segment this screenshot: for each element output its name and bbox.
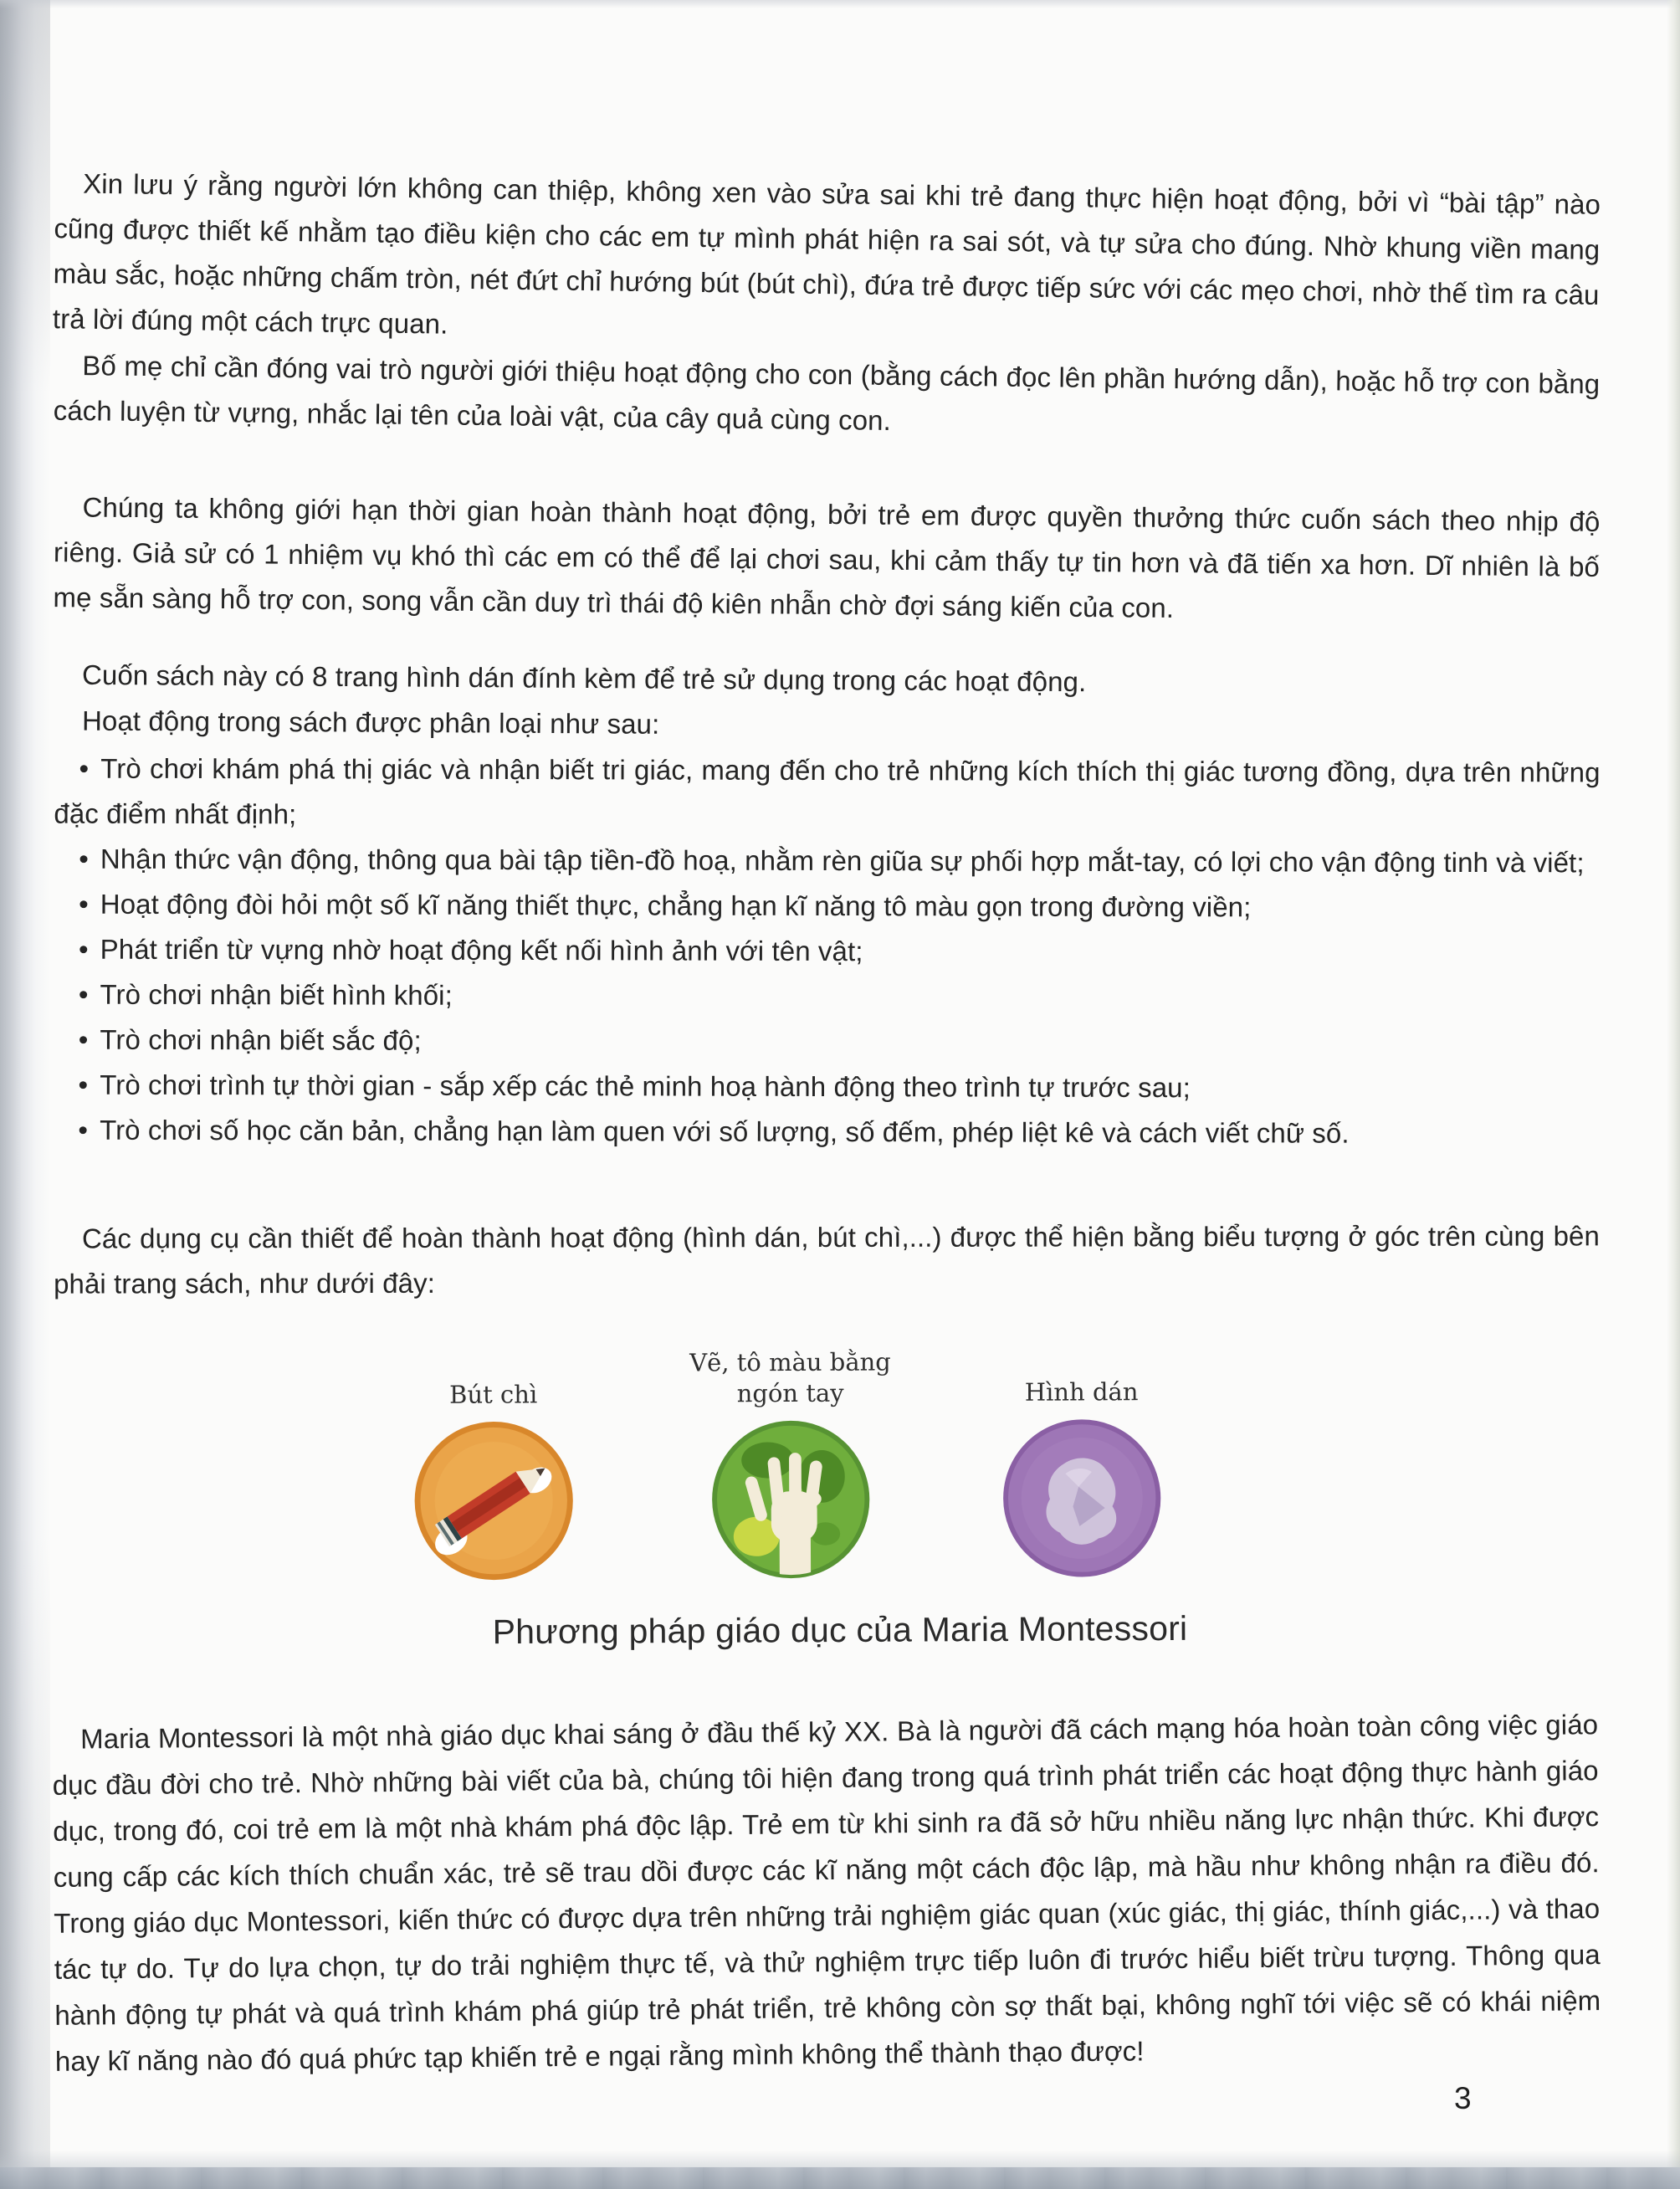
list-item-text: Nhận thức vận động, thông qua bài tập tiền-đồ hoạ, nhằm rèn giũa sự phối hợp mắt-tay, có lợi cho vận động tinh và viết; xyxy=(100,843,1585,879)
list-item-text: Hoạt động đòi hỏi một số kĩ năng thiết thực, chẳng hạn kĩ năng tô màu gọn trong đường viền; xyxy=(100,888,1252,923)
list-item-text: Phát triển từ vựng nhờ hoạt động kết nối hình ảnh với tên vật; xyxy=(100,933,863,967)
list-item xyxy=(54,972,1600,1022)
scan-edge-bottom xyxy=(0,2167,1680,2189)
list-item xyxy=(54,1018,1600,1067)
sticker-icon-group xyxy=(939,1319,1224,1581)
bullet-dot: • xyxy=(78,1023,89,1055)
scan-edge-right xyxy=(1667,0,1680,2189)
bullet-dot: • xyxy=(79,888,89,920)
list-item-text: Trò chơi khám phá thị giác và nhận biết tri giác, mang đến cho trẻ những kích thích thị giác tương đồng, dựa trên những đặc điểm nhất định; xyxy=(54,752,1601,830)
paragraph-note-no-intervention: Xin lưu ý rằng người lớn không can thiệp, không xen vào sửa sai khi trẻ đang thực hiện hoạt động, bởi vì “bài tập” nào cũng được thiết kế nhằm tạo điều kiện cho các em tự mình phát hiện ra sai sót, và tự sửa cho đúng. Nhờ khung viền mang màu sắc, hoặc những chấm tròn, nét đứt chỉ hướng bút (bút chì), đứa trẻ được tiếp sức với các mẹo chơi, nhờ thế tìm ra câu trả lời đúng một cách trực quan. xyxy=(52,167,1601,340)
activity-type-list xyxy=(53,746,1600,1157)
scan-edge-bottom-shade xyxy=(0,2151,1680,2169)
bullet-dot: • xyxy=(78,933,89,965)
paragraph-no-time-limit: Chúng ta không giới hạn thời gian hoàn thành hoạt động, bởi trẻ em được quyền thưởng thức cuốn sách theo nhịp độ riêng. Giả sử có 1 nhiệm vụ khó thì các em có thể để lại chơi sau, khi cảm thấy tự tin hơn và đã tiến xa hơn. Dĩ nhiên là bố mẹ sẵn sàng hỗ trợ con, song vẫn cần duy trì thái độ kiên nhẫn chờ đợi sáng kiến của con. xyxy=(53,491,1601,623)
list-item xyxy=(53,1108,1599,1157)
bullet-dot: • xyxy=(78,978,89,1010)
finger-paint-icon-group xyxy=(648,1320,933,1582)
sticker-icon xyxy=(1000,1416,1165,1581)
pencil-icon-label: Bút chì xyxy=(449,1380,538,1409)
bullet-dot: • xyxy=(79,843,89,874)
tool-icons-row xyxy=(351,1319,1230,1599)
list-item xyxy=(54,746,1600,841)
page-number: 3 xyxy=(1454,2081,1472,2115)
paragraph-parents-role: Bố mẹ chỉ cần đóng vai trò người giới thiệu hoạt động cho con (bằng cách đọc lên phần hướng dẫn), hoặc hỗ trợ con bằng cách luyện từ vựng, nhắc lại tên của loài vật, của cây quả cùng con. xyxy=(53,350,1601,436)
finger-paint-icon xyxy=(709,1417,873,1582)
list-item-text: Trò chơi số học căn bản, chẳng hạn làm quen với số lượng, số đếm, phép liệt kê và cách viết chữ số. xyxy=(100,1114,1350,1149)
scan-edge-top xyxy=(0,0,1680,8)
paragraph-montessori-method: Maria Montessori là một nhà giáo dục khai sáng ở đầu thế kỷ XX. Bà là người đã cách mạng hóa hoàn toàn công việc giáo dục đầu đời cho trẻ. Nhờ những bài viết của bà, chúng tôi hiện đang trong quá trình phát triển các hoạt động thực hành giáo dục, trong đó, coi trẻ em là một nhà khám phá độc lập. Trẻ em từ khi sinh ra đã sở hữu nhiều năng lực nhận thức. Khi được cung cấp các kích thích chuẩn xác, trẻ sẽ trau dồi được các kĩ năng một cách độc lập, mà hầu như không nhận ra điều đó. Trong giáo dục Montessori, kiến thức có được dựa trên những trải nghiệm giác quan (xúc giác, thị giác, thính giác,...) và thao tác tự do. Tự do lựa chọn, tự do trải nghiệm thực tế, và thử nghiệm trực tiếp luôn đi trước hiểu biết trừu tượng. Thông qua hành động tự phát và quá trình khám phá giúp trẻ phát triển, trẻ không còn sợ thất bại, không nghĩ tới việc sẽ có khái niệm hay kĩ năng nào đó quá phức tạp khiến trẻ e ngại rằng mình không thể thành thạo được! xyxy=(52,1709,1601,2077)
list-item-text: Trò chơi nhận biết hình khối; xyxy=(100,978,453,1011)
sticker-icon-label: Hình dán xyxy=(1024,1377,1139,1407)
pencil-icon xyxy=(412,1418,576,1583)
scan-edge-left-shade xyxy=(0,0,50,2189)
list-item xyxy=(54,1063,1600,1112)
paragraph-sticker-pages: Cuốn sách này có 8 trang hình dán đính kèm để trẻ sử dụng trong các hoạt động. xyxy=(81,659,1087,698)
list-item xyxy=(54,837,1600,886)
list-item-text: Trò chơi nhận biết sắc độ; xyxy=(100,1023,422,1056)
list-item-text: Trò chơi trình tự thời gian - sắp xếp các thẻ minh hoạ hành động theo trình tự trước sau; xyxy=(100,1069,1191,1104)
pencil-icon-group xyxy=(351,1321,636,1583)
section-heading-montessori: Phương pháp giáo dục của Maria Montessori xyxy=(492,1608,1188,1652)
finger-paint-icon-label: Vẽ, tô màu bằng ngón tay xyxy=(689,1347,891,1408)
bullet-dot: • xyxy=(78,1069,89,1100)
list-item xyxy=(54,927,1600,977)
bullet-dot: • xyxy=(79,752,90,784)
bullet-dot: • xyxy=(78,1114,89,1146)
list-item xyxy=(54,882,1600,931)
paragraph-activities-intro: Hoạt động trong sách được phân loại như sau: xyxy=(81,705,660,740)
paragraph-tools-legend: Các dụng cụ cần thiết để hoàn thành hoạt động (hình dán, bút chì,...) được thể hiện bằng biểu tượng ở góc trên cùng bên phải trang sách, như dưới đây: xyxy=(54,1220,1600,1300)
